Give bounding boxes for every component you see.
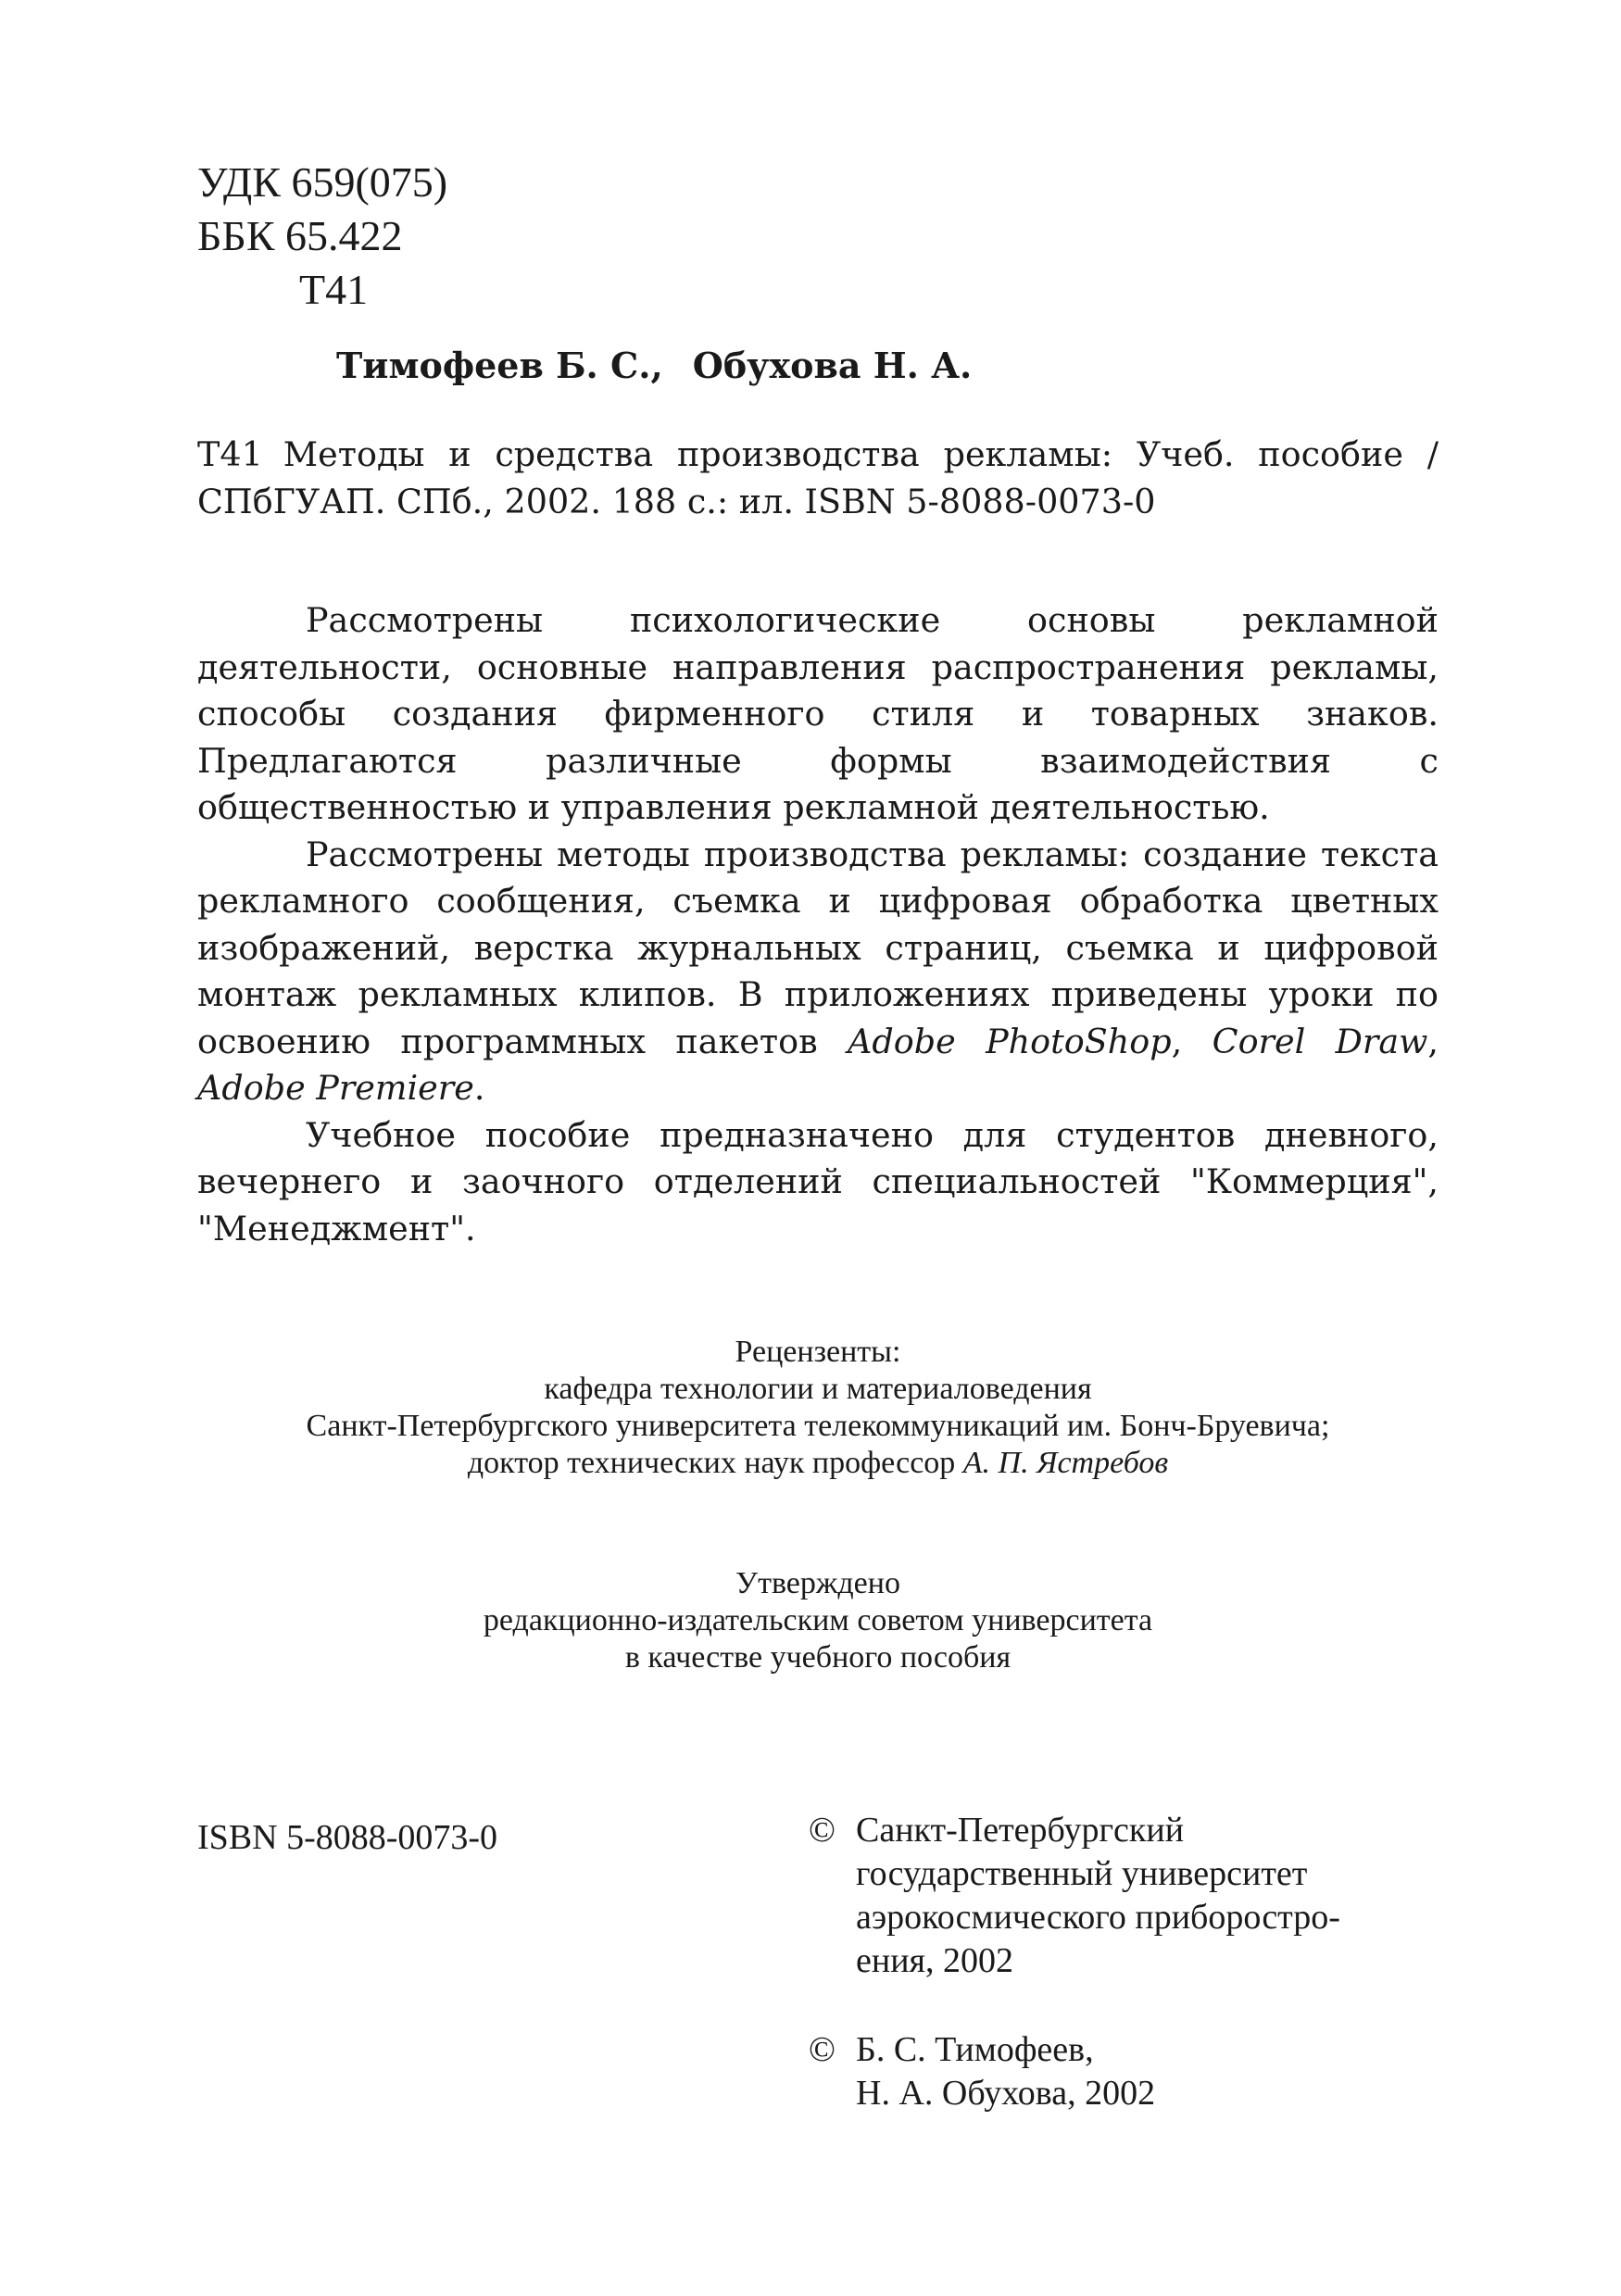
reviewers-block (197, 1334, 1439, 1482)
copyright-university-line-1: Санкт-Петербургский (856, 1811, 1185, 1850)
author-second: Обухова Н. А. (692, 345, 973, 386)
copyright-authors (809, 2028, 1155, 2115)
classification-block (197, 156, 447, 317)
annotation-paragraph-2-text: Рассмотрены методы производства рекламы: создание текста рекламного сообщения, съемка и цифровая обработка цветных изображений, верстка журнальных страниц, съемка и цифровой монтаж рекламных клипов. В приложениях приведены уроки по освоению программных пакетов (197, 834, 1439, 1061)
software-coreldraw: Corel Draw (1212, 1021, 1428, 1061)
copyright-university (809, 1809, 1340, 1983)
software-photoshop: Adobe PhotoShop (848, 1021, 1172, 1061)
author-mark: Т41 (299, 266, 369, 313)
approval-line-3: в качестве учебного пособия (624, 1640, 1012, 1675)
reviewers-heading: Рецензенты: (735, 1335, 901, 1369)
reviewer-title: доктор технических наук профессор (467, 1446, 956, 1480)
software-separator-1: , (1171, 1021, 1213, 1061)
copyright-authors-line-2: Н. А. Обухова, 2002 (856, 2074, 1156, 2113)
annotation-paragraph-1: Рассмотрены психологические основы рекламной деятельности, основные направления распространения рекламы, способы создания фирменного стиля и товарных знаков. Предлагаются различные формы взаимодействия с общественностью и управления рекламной деятельностью. (197, 600, 1439, 827)
copyright-authors-line-1: Б. С. Тимофеев, (856, 2030, 1094, 2069)
reviewers-line-3 (197, 1445, 1439, 1482)
biblio-text: Методы и средства производства рекламы: Учеб. пособие / СПбГУАП. СПб., 2002. 188 с.: ил. ISBN 5-8088-0073-0 (197, 434, 1439, 521)
bibliographic-description (197, 431, 1439, 525)
approval-line-2: редакционно-издательским советом университета (483, 1603, 1153, 1637)
annotation (197, 597, 1439, 1252)
copyright-icon: © (809, 2030, 836, 2069)
copyright-university-line-2: государственный университет (856, 1854, 1308, 1893)
annotation-paragraph-2 (197, 832, 1439, 1112)
software-separator-2: , (1427, 1021, 1439, 1061)
author-first: Тимофеев Б. С., (336, 345, 663, 386)
authors-line (336, 343, 972, 389)
reviewers-line-1: кафедра технологии и материаловедения (544, 1372, 1092, 1406)
copyright-university-line-4: ения, 2002 (856, 1941, 1014, 1980)
approval-line-1: Утверждено (735, 1566, 900, 1600)
copyright-university-line-3: аэрокосмического приборостро- (856, 1898, 1340, 1937)
annotation-paragraph-2-end: . (473, 1068, 485, 1108)
approval-block (197, 1565, 1439, 1676)
annotation-paragraph-3: Учебное пособие предназначено для студентов дневного, вечернего и заочного отделений специальностей "Коммерция", "Менеджмент". (197, 1114, 1439, 1248)
biblio-code: Т41 (197, 434, 263, 474)
isbn: ISBN 5-8088-0073-0 (197, 1818, 498, 1857)
software-premiere: Adobe Premiere (197, 1068, 474, 1108)
reviewers-line-2: Санкт-Петербургского университета телекоммуникаций им. Бонч-Бруевича; (306, 1409, 1330, 1443)
reviewer-name: А. П. Ястребов (962, 1446, 1169, 1480)
copyright-icon: © (809, 1811, 836, 1850)
bbk-code: ББК 65.422 (197, 212, 403, 259)
udk-code: УДК 659(075) (197, 158, 448, 206)
